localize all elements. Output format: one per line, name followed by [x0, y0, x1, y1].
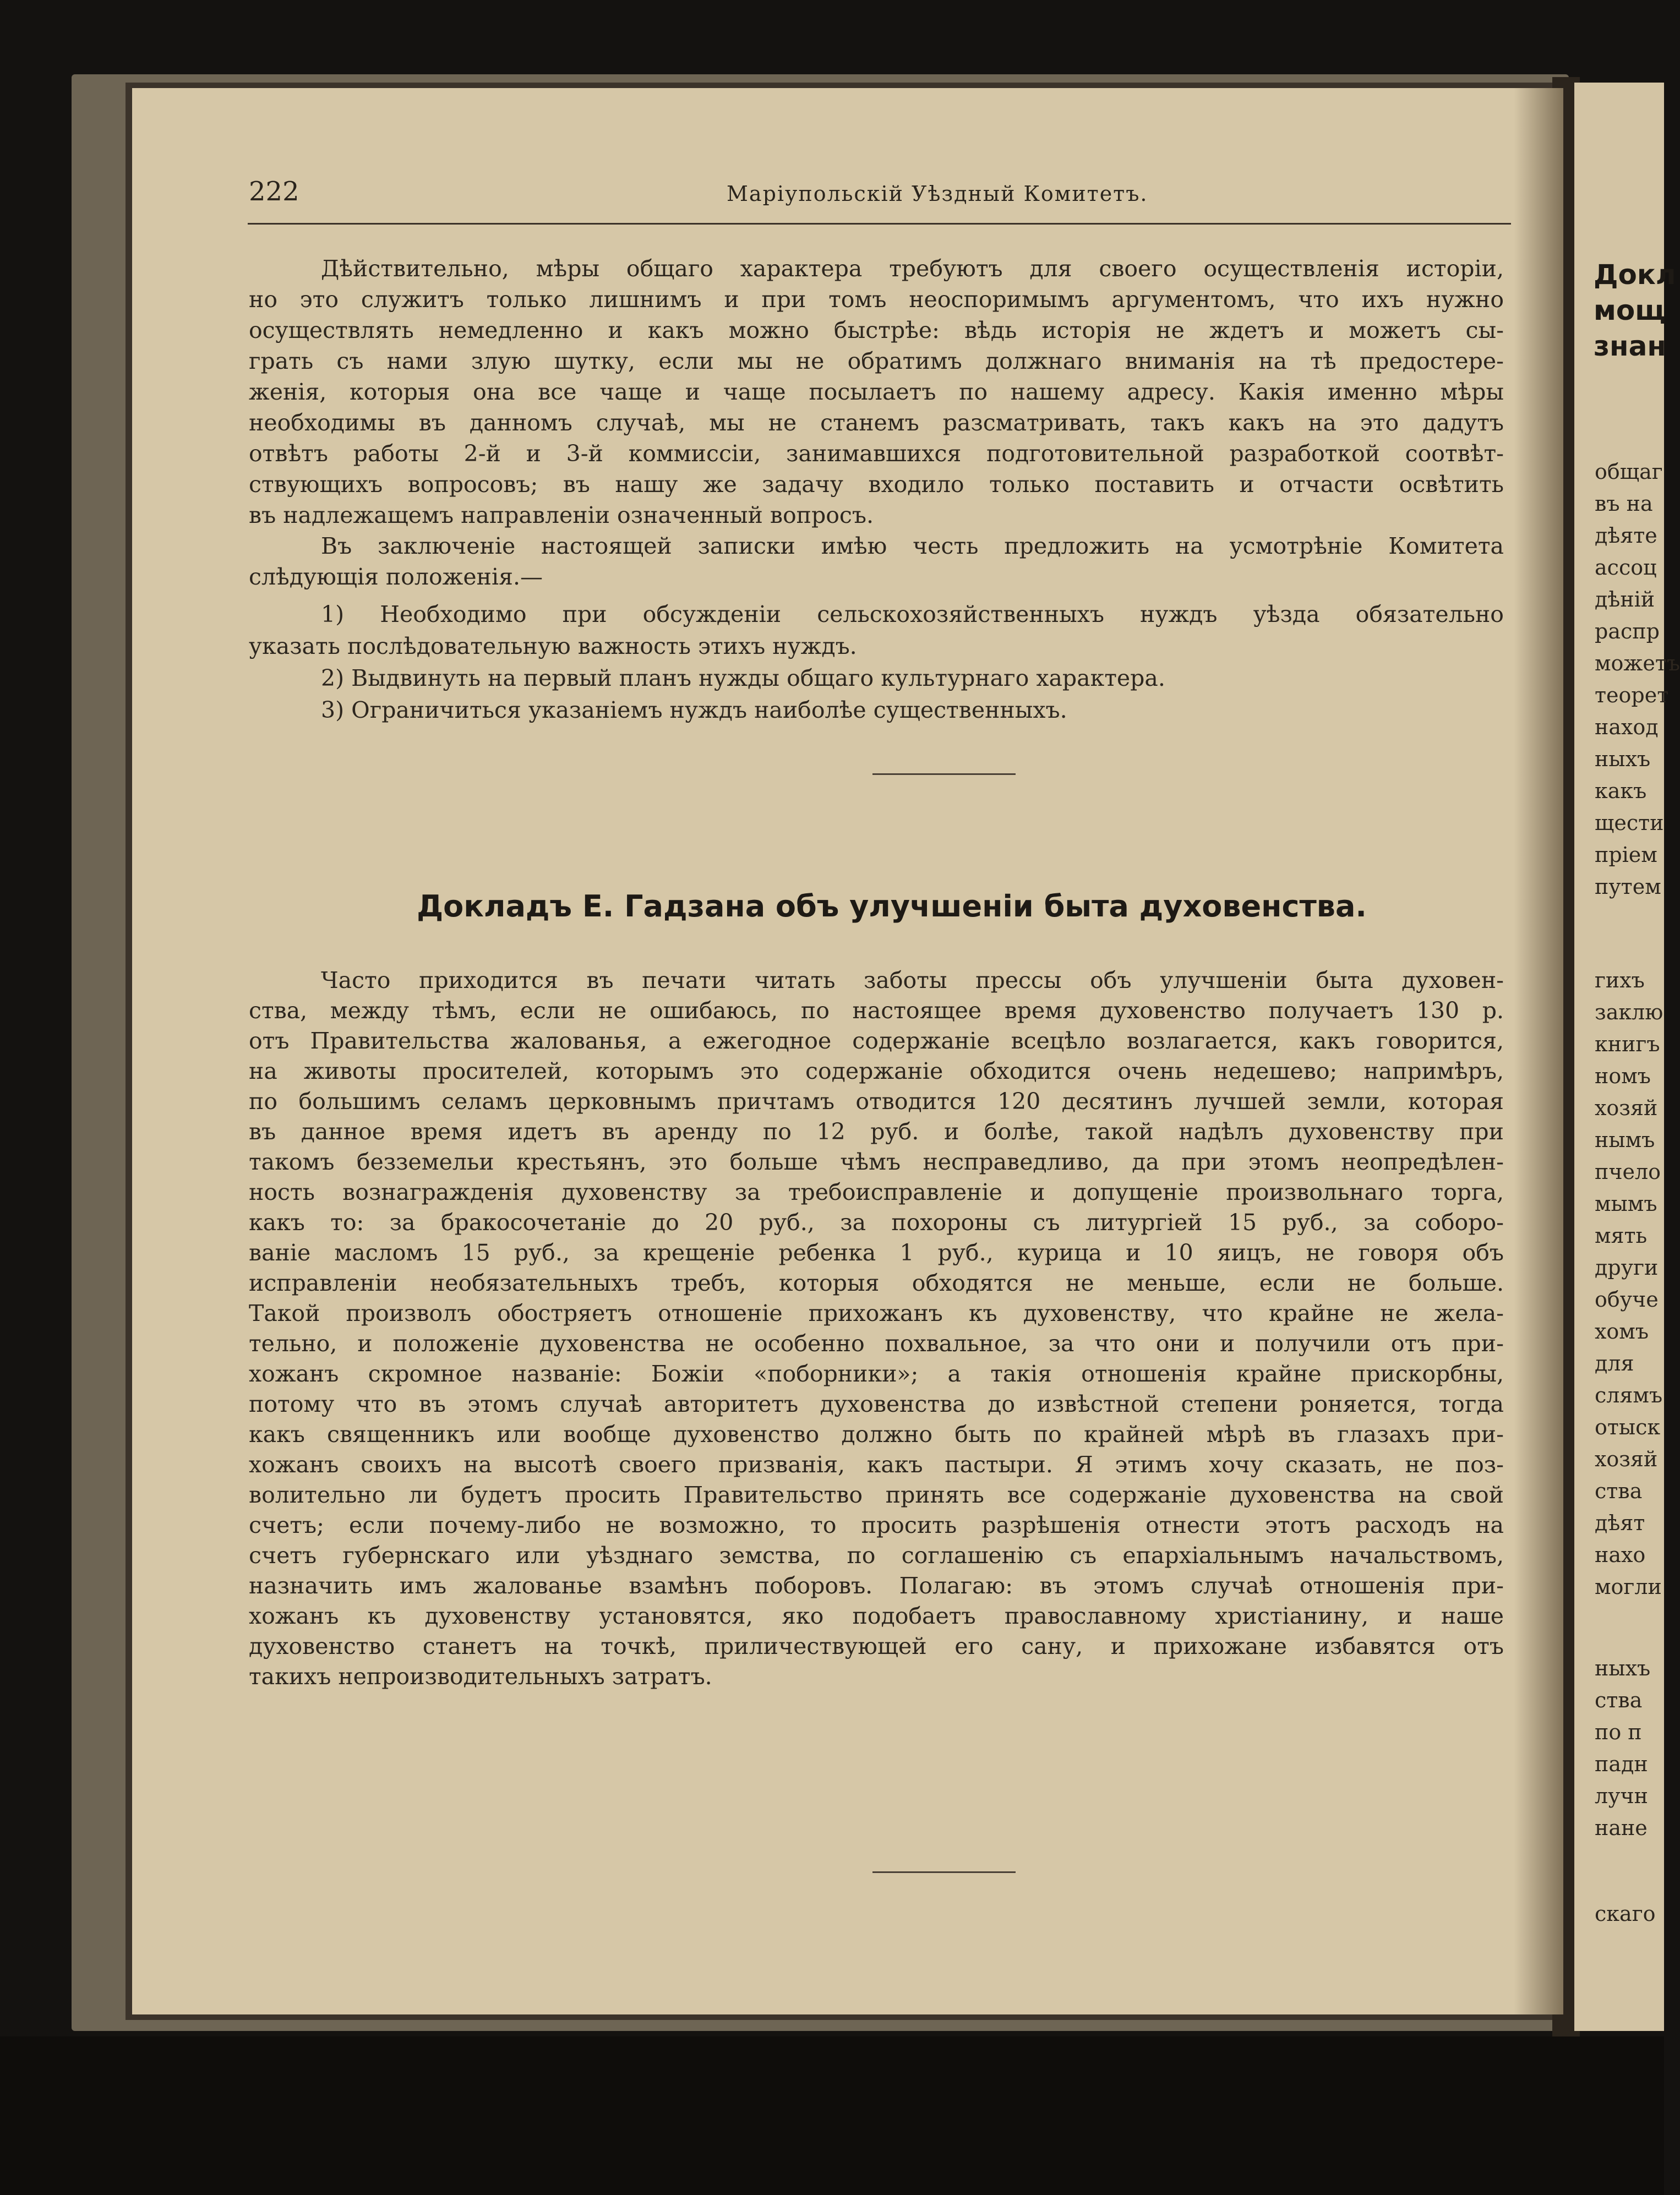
next-page-line: теорет: [1595, 683, 1669, 707]
text-line: назначить имъ жалованье взамѣнъ поборовъ. Полагаю: въ этомъ случаѣ отношенія при-: [249, 1572, 1504, 1599]
next-page-line: мять: [1595, 1224, 1648, 1248]
next-page-line: гихъ: [1595, 968, 1645, 992]
next-page-line: хозяй: [1595, 1447, 1658, 1471]
next-page-heading: знан: [1594, 330, 1666, 362]
next-page-line: въ на: [1595, 492, 1653, 516]
next-page-line: лучн: [1595, 1784, 1648, 1808]
next-page-line: могли: [1595, 1575, 1662, 1599]
text-line: счетъ; если почему-либо не возможно, то просить разрѣшенія отнести этотъ расходъ на: [249, 1512, 1504, 1538]
next-page-line: ства: [1595, 1688, 1643, 1712]
next-page-line: номъ: [1595, 1064, 1651, 1088]
text-line: ность вознагражденія духовенству за требоисправленіе и допущеніе произвольнаго торга,: [249, 1179, 1504, 1205]
running-title: Маріупольскій Уѣздный Комитетъ.: [727, 182, 1148, 206]
next-page-heading: Докл: [1594, 259, 1676, 291]
text-line: тельно, и положеніе духовенства не особенно похвальное, за что они и получили отъ при-: [249, 1330, 1504, 1357]
next-page-line: общаг: [1595, 460, 1663, 484]
next-page-line: дѣят: [1595, 1511, 1645, 1535]
next-page-line: дѣній: [1595, 587, 1655, 611]
text-line: необходимы въ данномъ случаѣ, мы не станемъ разсматривать, такъ какъ на это дадутъ: [249, 409, 1504, 436]
list-item: указать послѣдовательную важность этихъ нуждъ.: [249, 633, 857, 659]
next-page-line: щести: [1595, 811, 1664, 835]
text-line: счетъ губернскаго или уѣзднаго земства, по соглашенію съ епархіальнымъ начальствомъ,: [249, 1542, 1504, 1569]
text-line: хожанъ скромное названіе: Божіи «поборники»; а такія отношенія крайне прискорбны,: [249, 1361, 1504, 1387]
text-line: Часто приходится въ печати читать заботы прессы объ улучшеніи быта духовен-: [321, 967, 1504, 993]
next-page-line: дѣяте: [1595, 523, 1657, 548]
next-page-line: какъ: [1595, 779, 1647, 803]
next-page-line: для: [1595, 1351, 1634, 1375]
text-line: потому что въ этомъ случаѣ авторитетъ духовенства до извѣстной степени роняется, тогда: [249, 1391, 1504, 1417]
next-page-line: отыск: [1595, 1415, 1661, 1439]
section-divider: [872, 773, 1016, 775]
text-line: женія, которыя она все чаще и чаще посылаетъ по нашему адресу. Какія именно мѣры: [249, 379, 1504, 405]
next-page-line: хомъ: [1595, 1319, 1649, 1344]
list-item: 2) Выдвинуть на первый планъ нужды общаго культурнаго характера.: [321, 665, 1165, 691]
next-page-line: падн: [1595, 1752, 1648, 1776]
next-page-line: ныхъ: [1595, 747, 1651, 771]
text-line: духовенство станетъ на точкѣ, приличествующей его сану, и прихожане избавятся отъ: [249, 1633, 1504, 1659]
next-page-line: слямъ: [1595, 1383, 1663, 1407]
text-line: грать съ нами злую шутку, если мы не обратимъ должнаго вниманія на тѣ предостере-: [249, 348, 1504, 374]
next-page-line: ныхъ: [1595, 1656, 1651, 1680]
text-line: Такой произволъ обостряетъ отношеніе прихожанъ къ духовенству, что крайне не жела-: [249, 1300, 1504, 1326]
next-page-line: заклю: [1595, 1000, 1663, 1024]
list-item: 1) Необходимо при обсужденіи сельскохозяйственныхъ нуждъ уѣзда обязательно: [321, 601, 1504, 627]
section-divider: [872, 1871, 1016, 1873]
text-line: такихъ непроизводительныхъ затратъ.: [249, 1663, 712, 1690]
page-number: 222: [249, 176, 299, 207]
text-line: такомъ безземельи крестьянъ, это больше чѣмъ несправедливо, да при этомъ неопредѣлен-: [249, 1149, 1504, 1175]
text-line: осуществлять немедленно и какъ можно быстрѣе: вѣдь исторія не ждетъ и можетъ сы-: [249, 317, 1504, 343]
text-line: какъ священникъ или вообще духовенство должно быть по крайней мѣрѣ въ глазахъ при-: [249, 1421, 1504, 1448]
next-page-line: книгъ: [1595, 1032, 1660, 1056]
next-page-line: хозяй: [1595, 1096, 1658, 1120]
text-line: волительно ли будетъ просить Правительство принять все содержаніе духовенства на свой: [249, 1482, 1504, 1508]
next-page-line: нымъ: [1595, 1128, 1655, 1152]
header-rule: [248, 223, 1511, 225]
next-page-line: по п: [1595, 1720, 1642, 1744]
report-heading: Докладъ Е. Гадзана объ улучшеніи быта духовенства.: [417, 889, 1367, 924]
text-line: отъ Правительства жалованья, а ежегодное содержаніе всецѣло возлагается, какъ говорится,: [249, 1028, 1504, 1054]
text-line: на животы просителей, которымъ это содержаніе обходится очень недешево; напримѣръ,: [249, 1058, 1504, 1084]
text-line: какъ то: за бракосочетаніе до 20 руб., за похороны съ литургіей 15 руб., за соборо-: [249, 1209, 1504, 1236]
next-page-line: нане: [1595, 1816, 1648, 1840]
text-line: исправленіи необязательныхъ требъ, которыя обходятся не меньше, если не больше.: [249, 1270, 1504, 1296]
text-line: отвѣтъ работы 2-й и 3-й коммиссіи, занимавшихся подготовительной разработкой соотвѣт-: [249, 440, 1504, 467]
next-page-line: мымъ: [1595, 1192, 1657, 1216]
text-line: хожанъ къ духовенству установятся, яко подобаетъ православному христіанину, и наше: [249, 1603, 1504, 1629]
text-line: Дѣйствительно, мѣры общаго характера требуютъ для своего осуществленія исторіи,: [321, 255, 1504, 282]
text-line: хожанъ своихъ на высотѣ своего призванія, какъ пастыри. Я этимъ хочу сказать, не поз-: [249, 1451, 1504, 1478]
next-page-line: пчело: [1595, 1160, 1661, 1184]
next-page-line: ства: [1595, 1479, 1643, 1503]
text-line: по большимъ селамъ церковнымъ причтамъ отводится 120 десятинъ лучшей земли, которая: [249, 1088, 1504, 1115]
next-page-line: пріем: [1595, 843, 1657, 867]
next-page-line: нахо: [1595, 1543, 1646, 1567]
text-line: въ данное время идетъ въ аренду по 12 руб. и болѣе, такой надѣлъ духовенству при: [249, 1118, 1504, 1145]
text-line: Въ заключеніе настоящей записки имѣю честь предложить на усмотрѣніе Комитета: [321, 533, 1504, 559]
list-item: 3) Ограничиться указаніемъ нуждъ наиболѣе существенныхъ.: [321, 697, 1067, 723]
text-line: ства, между тѣмъ, если не ошибаюсь, по настоящее время духовенство получаетъ 130 р.: [249, 997, 1504, 1024]
next-page-line: скаго: [1595, 1902, 1656, 1926]
next-page-line: путем: [1595, 875, 1661, 899]
text-line: ствующихъ вопросовъ; въ нашу же задачу входило только поставить и отчасти освѣтить: [249, 471, 1504, 498]
text-line: но это служитъ только лишнимъ и при томъ неоспоримымъ аргументомъ, что ихъ нужно: [249, 286, 1504, 313]
next-page-line: други: [1595, 1255, 1659, 1280]
next-page-line: наход: [1595, 715, 1659, 739]
next-page-heading: мощ: [1594, 294, 1666, 326]
text-line: въ надлежащемъ направленіи означенный вопросъ.: [249, 502, 874, 528]
next-page-line: обуче: [1595, 1287, 1659, 1312]
next-page-line: распр: [1595, 619, 1660, 643]
scan-background: [0, 2036, 1664, 2195]
next-page-line: можетъ: [1595, 651, 1680, 675]
text-line: слѣдующія положенія.—: [249, 564, 543, 590]
text-line: ваніе масломъ 15 руб., за крещеніе ребенка 1 руб., курица и 10 яицъ, не говоря объ: [249, 1240, 1504, 1266]
next-page-line: ассоц: [1595, 555, 1657, 580]
